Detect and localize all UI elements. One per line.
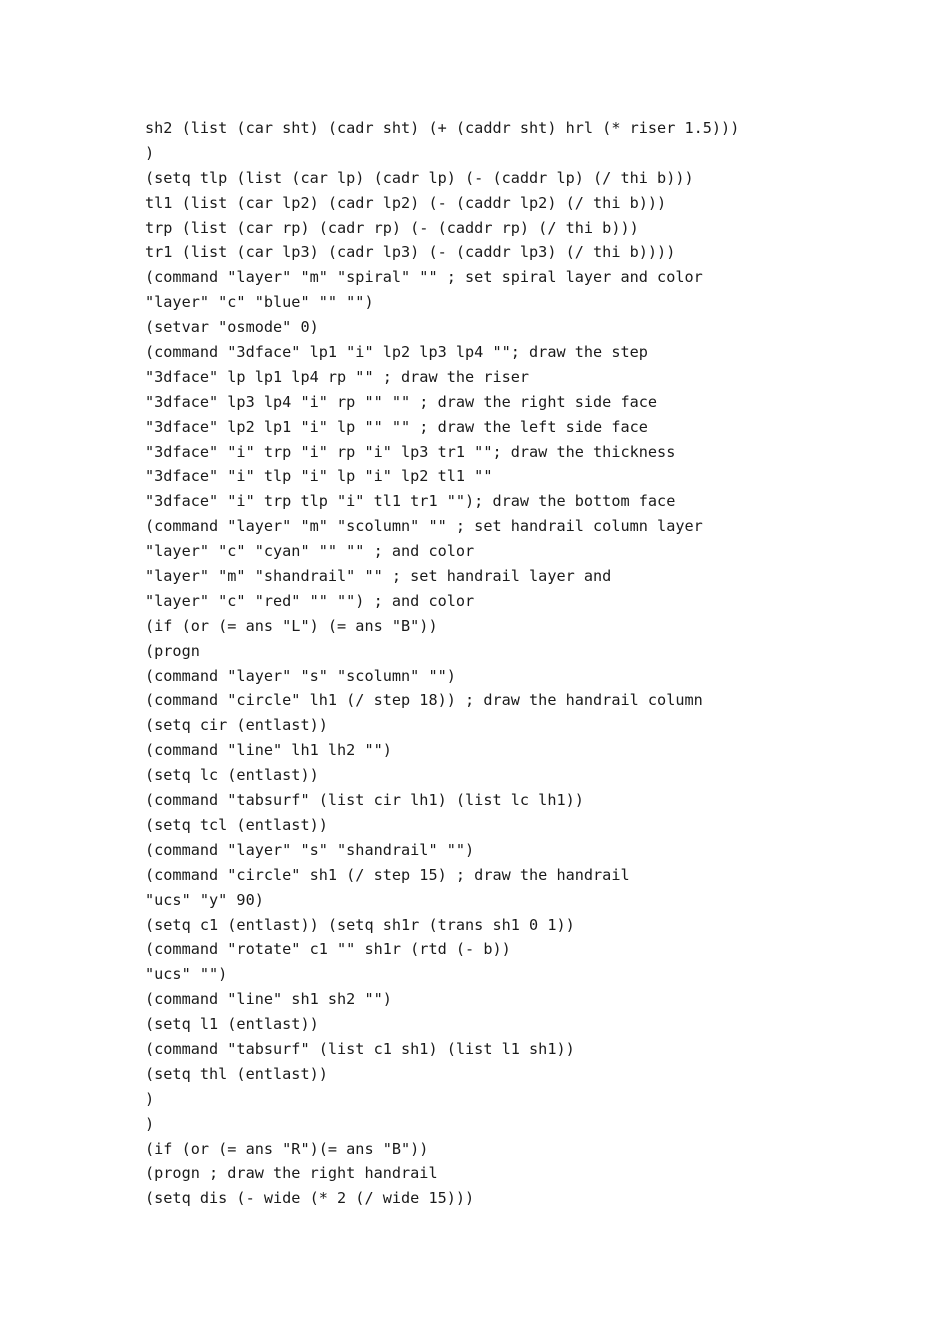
code-line: (command "circle" sh1 (/ step 15) ; draw the handrail <box>145 865 630 884</box>
code-line: (command "layer" "m" "spiral" "" ; set spiral layer and color <box>145 268 703 287</box>
code-line: "3dface" lp3 lp4 "i" rp "" "" ; draw the right side face <box>145 392 658 411</box>
code-line: "layer" "m" "shandrail" "" ; set handrail layer and <box>145 567 612 586</box>
code-line: "3dface" "i" trp tlp "i" tl1 tr1 ""); draw the bottom face <box>145 492 676 511</box>
code-line: (command "3dface" lp1 "i" lp2 lp3 lp4 ""; draw the step <box>145 343 648 362</box>
code-line: "3dface" "i" tlp "i" lp "i" lp2 tl1 "" <box>145 467 493 486</box>
code-line: "3dface" "i" trp "i" rp "i" lp3 tr1 ""; draw the thickness <box>145 442 676 461</box>
code-line: (setvar "osmode" 0) <box>145 318 319 337</box>
code-line: (progn ; draw the right handrail <box>145 1164 438 1183</box>
code-line: "layer" "c" "cyan" "" "" ; and color <box>145 542 475 561</box>
code-line: (progn <box>145 641 200 660</box>
code-line: ) <box>145 1114 155 1133</box>
code-line: ) <box>145 1089 155 1108</box>
code-listing <box>145 116 739 1211</box>
code-line: "3dface" lp lp1 lp4 rp "" ; draw the riser <box>145 367 530 386</box>
code-line: (command "layer" "m" "scolumn" "" ; set handrail column layer <box>145 517 703 536</box>
code-line: (command "line" sh1 sh2 "") <box>145 990 392 1009</box>
code-line: (command "layer" "s" "scolumn" "") <box>145 666 456 685</box>
code-line: (setq dis (- wide (* 2 (/ wide 15))) <box>145 1189 475 1208</box>
code-line: (command "tabsurf" (list cir lh1) (list lc lh1)) <box>145 791 584 810</box>
code-line: (command "rotate" c1 "" sh1r (rtd (- b)) <box>145 940 511 959</box>
code-line: tr1 (list (car lp3) (cadr lp3) (- (caddr lp3) (/ thi b)))) <box>145 243 676 262</box>
code-line: (setq lc (entlast)) <box>145 766 319 785</box>
code-line: (setq l1 (entlast)) <box>145 1015 319 1034</box>
code-line: (command "layer" "s" "shandrail" "") <box>145 840 475 859</box>
code-line: (setq thl (entlast)) <box>145 1064 328 1083</box>
code-line: (setq tlp (list (car lp) (cadr lp) (- (caddr lp) (/ thi b))) <box>145 168 694 187</box>
code-line: (command "line" lh1 lh2 "") <box>145 741 392 760</box>
code-line: "layer" "c" "red" "" "") ; and color <box>145 591 475 610</box>
code-line: (if (or (= ans "R")(= ans "B")) <box>145 1139 429 1158</box>
code-line: (command "circle" lh1 (/ step 18)) ; draw the handrail column <box>145 691 703 710</box>
code-line: "ucs" "") <box>145 965 228 984</box>
code-line: sh2 (list (car sht) (cadr sht) (+ (caddr sht) hrl (* riser 1.5))) <box>145 119 740 137</box>
code-line: (if (or (= ans "L") (= ans "B")) <box>145 616 438 635</box>
code-line: (command "tabsurf" (list c1 sh1) (list l1 sh1)) <box>145 1039 575 1058</box>
code-line: (setq cir (entlast)) <box>145 716 328 735</box>
code-line: trp (list (car rp) (cadr rp) (- (caddr rp) (/ thi b))) <box>145 218 639 237</box>
code-line: "3dface" lp2 lp1 "i" lp "" "" ; draw the left side face <box>145 417 648 436</box>
code-line: "layer" "c" "blue" "" "") <box>145 293 374 312</box>
code-line: (setq c1 (entlast)) (setq sh1r (trans sh1 0 1)) <box>145 915 575 934</box>
code-line: tl1 (list (car lp2) (cadr lp2) (- (caddr lp2) (/ thi b))) <box>145 193 667 212</box>
code-line: ) <box>145 143 155 162</box>
code-line: (setq tcl (entlast)) <box>145 815 328 834</box>
code-line: "ucs" "y" 90) <box>145 890 264 909</box>
